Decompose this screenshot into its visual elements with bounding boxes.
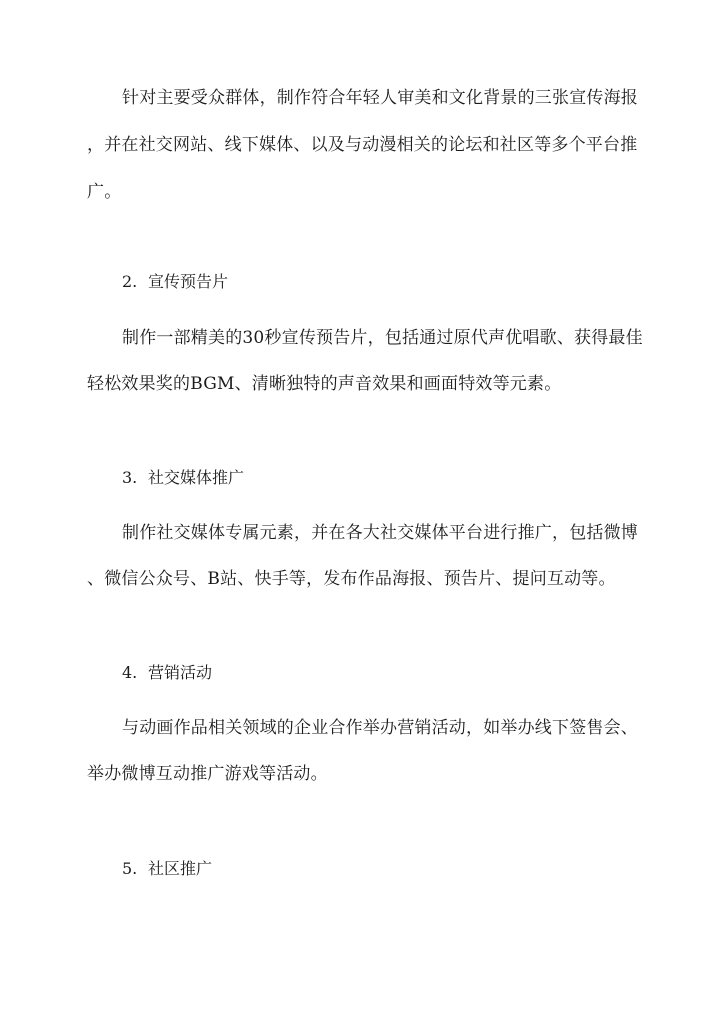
section-number: 3.: [122, 468, 138, 487]
paragraph-social-line-2: 、微信公众号、B站、快手等，发布作品海报、预告片、提问互动等。: [87, 569, 616, 589]
paragraph-social-line-1: 制作社交媒体专属元素，并在各大社交媒体平台进行推广，包括微博: [122, 523, 638, 543]
section-title: 营销活动: [148, 663, 213, 682]
section-title: 社区推广: [148, 859, 213, 878]
paragraph-poster-line-1: 针对主要受众群体，制作符合年轻人审美和文化背景的三张宣传海报: [122, 88, 638, 108]
paragraph-marketing-line-2: 举办微博互动推广游戏等活动。: [87, 764, 328, 784]
paragraph-poster-line-2: ，并在社交网站、线下媒体、以及与动漫相关的论坛和社区等多个平台推: [87, 135, 638, 155]
paragraph-trailer-line-1: 制作一部精美的30秒宣传预告片，包括通过原代声优唱歌、获得最佳: [122, 328, 643, 348]
section-number: 5.: [122, 859, 138, 878]
section-heading-social-media: [122, 466, 244, 490]
section-heading-trailer: [122, 270, 228, 294]
section-title: 宣传预告片: [148, 272, 229, 291]
paragraph-trailer-line-2: 轻松效果奖的BGM、清晰独特的声音效果和画面特效等元素。: [87, 374, 562, 394]
section-number: 2.: [122, 272, 138, 291]
section-heading-marketing: [122, 661, 212, 685]
section-title: 社交媒体推广: [148, 468, 245, 487]
paragraph-poster-line-3: 广。: [87, 182, 122, 202]
section-number: 4.: [122, 663, 138, 682]
section-heading-community: [122, 857, 212, 881]
paragraph-marketing-line-1: 与动画作品相关领域的企业合作举办营销活动，如举办线下签售会、: [122, 718, 638, 738]
